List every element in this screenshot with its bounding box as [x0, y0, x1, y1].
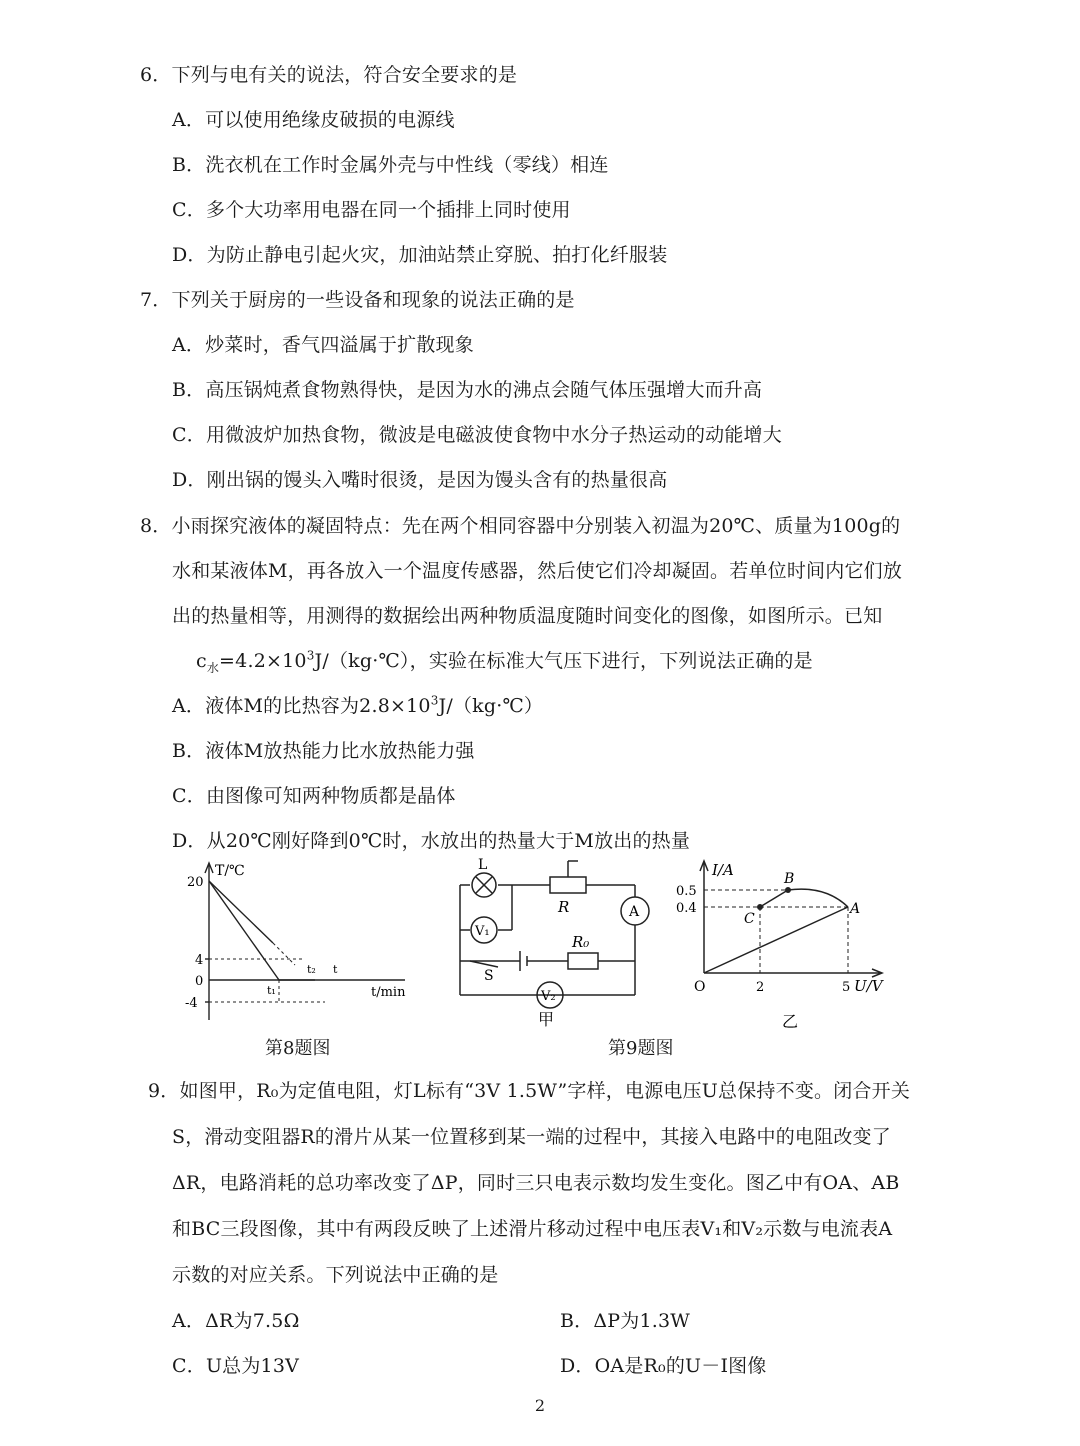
q8-c-exp: 3	[306, 648, 315, 663]
fig8-tick-label-20: 20	[187, 875, 204, 890]
q9-stem-line2: S，滑动变阻器R的滑片从某一位置移到某一端的过程中，其接入电路中的电阻改变了	[172, 1126, 891, 1148]
label-L: L	[478, 857, 488, 873]
label-yi: 乙	[782, 1012, 799, 1031]
fig8-water-line	[209, 881, 279, 980]
iu-x-5: 5	[842, 980, 851, 995]
q9-option-a: A．ΔR为7.5Ω	[172, 1310, 300, 1332]
iu-y-04: 0.4	[676, 901, 697, 916]
fig8-caption: 第8题图	[265, 1038, 331, 1059]
point-C	[757, 904, 763, 910]
iu-origin-label: O	[694, 979, 706, 995]
label-V1: V₁	[475, 924, 490, 939]
q9-option-d: D．OA是R₀的U－I图像	[560, 1355, 767, 1377]
q9-stem-line3: ΔR，电路消耗的总功率改变了ΔP，同时三只电表示数均发生变化。图乙中有OA、AB	[172, 1172, 900, 1194]
q8-option-c: C．由图像可知两种物质都是晶体	[172, 785, 456, 807]
q7-option-c: C．用微波炉加热食物，微波是电磁波使食物中水分子热运动的动能增大	[172, 424, 782, 446]
fig8-tick-label-4: 4	[195, 953, 204, 968]
q8-stem-line3: 出的热量相等，用测得的数据绘出两种物质温度随时间变化的图像，如图所示。已知	[172, 605, 883, 627]
fig8-dash-m	[273, 943, 295, 965]
iu-x-label: U/V	[854, 977, 883, 995]
iu-y-label: I/A	[712, 861, 734, 879]
fig8-graph	[175, 855, 425, 1025]
rheostat-box	[550, 877, 586, 893]
q6-option-d: D．为防止静电引起火灾，加油站禁止穿脱、拍打化纤服装	[172, 244, 668, 266]
segment-OA	[704, 907, 848, 973]
q8-c-symbol: c	[196, 650, 207, 672]
fig9-caption: 第9题图	[608, 1038, 674, 1059]
q7-option-d: D．刚出锅的馒头入嘴时很烫，是因为馒头含有的热量很高	[172, 469, 668, 491]
q8-c-tail: J/（kg·℃），实验在标准大气压下进行，下列说法正确的是	[314, 650, 813, 672]
point-B-label: B	[784, 871, 795, 887]
point-C-label: C	[744, 911, 755, 927]
q7-option-b: B．高压锅炖煮食物熟得快，是因为水的沸点会随气体压强增大而升高	[172, 379, 763, 401]
q9-stem-line1: 9．如图甲，R₀为定值电阻，灯L标有“3V 1.5W”字样，电源电压U总保持不变。闭合开关	[148, 1080, 911, 1102]
q8-option-d: D．从20℃刚好降到0℃时，水放出的热量大于M放出的热量	[172, 830, 691, 852]
fig8-t2-label: t₂	[307, 963, 316, 976]
q6-option-c: C．多个大功率用电器在同一个插排上同时使用	[172, 199, 571, 221]
point-A-label: A	[850, 901, 861, 917]
q8-stem-line2: 水和某液体M，再各放入一个温度传感器，然后使它们冷却凝固。若单位时间内它们放	[172, 560, 903, 582]
label-A: A	[629, 904, 640, 920]
q8-stem-line4	[196, 648, 813, 674]
q8-c-sub: 水	[206, 660, 220, 675]
q8-c-value: =4.2×10	[219, 650, 307, 672]
fig9-iu-graph	[670, 855, 910, 1035]
q8-option-a	[172, 693, 543, 719]
label-jia: 甲	[538, 1010, 555, 1029]
fig8-x-label: t/min	[371, 985, 406, 1000]
label-R: R	[558, 898, 570, 916]
label-R0: R₀	[572, 933, 590, 951]
q9-option-b: B．ΔP为1.3W	[560, 1310, 691, 1332]
q9-stem-line4: 和BC三段图像，其中有两段反映了上述滑片移动过程中电压表V₁和V₂示数与电流表A	[172, 1218, 893, 1240]
q8-option-a-text: A．液体M的比热容为2.8×10	[172, 695, 431, 717]
fig8-tick-label-0: 0	[195, 974, 204, 989]
fig9-circuit	[450, 855, 670, 1030]
label-V2: V₂	[541, 989, 556, 1004]
segment-BA	[788, 889, 848, 907]
q9-stem-line5: 示数的对应关系。下列说法中正确的是	[172, 1264, 499, 1286]
iu-x-2: 2	[756, 980, 765, 995]
q8-option-a-unit: J/（kg·℃）	[438, 695, 544, 717]
fig8-liquid-m-line	[209, 881, 273, 943]
fig8-t1-label: t₁	[267, 984, 276, 997]
q6-option-b: B．洗衣机在工作时金属外壳与中性线（零线）相连	[172, 154, 609, 176]
label-S: S	[484, 968, 494, 984]
page-number: 2	[534, 1396, 546, 1415]
switch-arm	[470, 961, 498, 967]
fig8-y-label: T/℃	[215, 863, 245, 879]
fig8-t3-label: t	[333, 963, 338, 976]
iu-y-05: 0.5	[676, 884, 697, 899]
q7-stem: 7．下列关于厨房的一些设备和现象的说法正确的是	[140, 289, 575, 311]
q8-option-b: B．液体M放热能力比水放热能力强	[172, 740, 475, 762]
q9-option-c: C．U总为13V	[172, 1355, 300, 1377]
q6-stem: 6．下列与电有关的说法，符合安全要求的是	[140, 64, 518, 86]
q6-option-a: A．可以使用绝缘皮破损的电源线	[172, 109, 455, 131]
fig8-tick-label-neg4: -4	[185, 996, 198, 1011]
r0-box	[568, 953, 598, 969]
q8-stem-line1: 8．小雨探究液体的凝固特点：先在两个相同容器中分别装入初温为20℃、质量为100g的	[140, 515, 901, 537]
segment-CB	[760, 890, 788, 907]
q8-option-a-exp: 3	[430, 693, 439, 708]
point-B	[785, 887, 791, 893]
q7-option-a: A．炒菜时，香气四溢属于扩散现象	[172, 334, 474, 356]
